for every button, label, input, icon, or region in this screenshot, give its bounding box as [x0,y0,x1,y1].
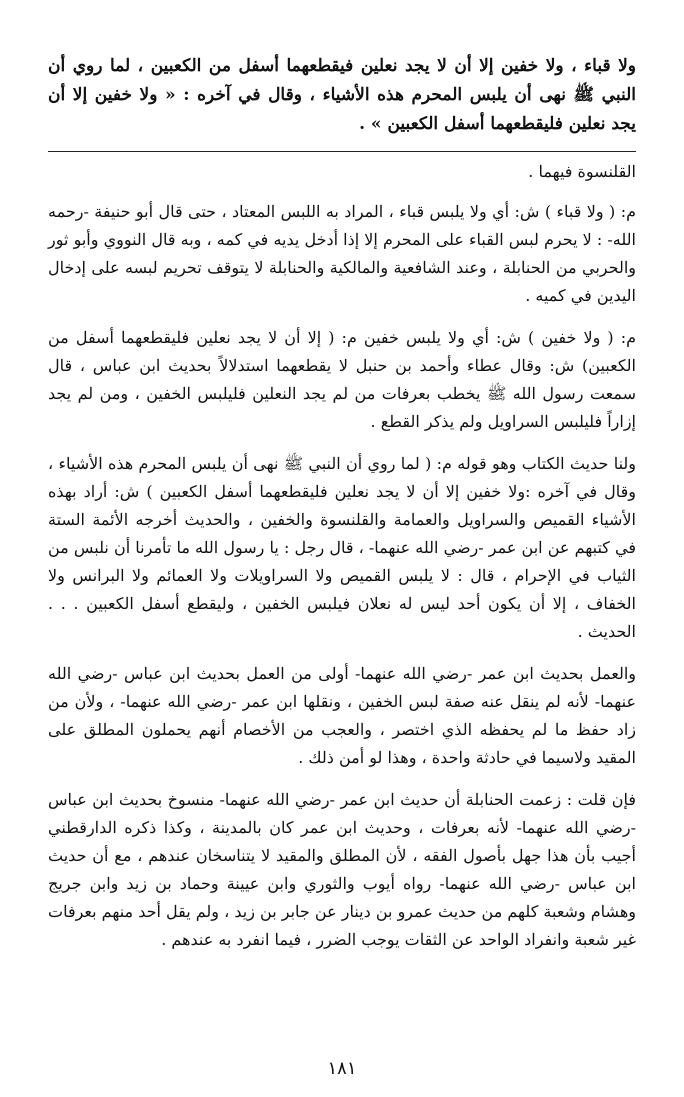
commentary-paragraph: فإن قلت : زعمت الحنابلة أن حديث ابن عمر -رضي الله عنهما- منسوخ بحديث ابن عباس -رضي الله عنهما- لأنه بعرفات ، وحديث ابن عمر كان بالمدينة ، وكذا ذكره الدارقطني أجيب بأن هذا جهل بأصول الفقه ، لأن المطلق والمقيد لا يتناسخان عندهم ، مع أن حديث ابن عباس -رضي الله عنهما- رواه أيوب والثوري وابن عيينة وحماد بن زيد وابن جريج وهشام وشعبة كلهم من حديث عمرو بن دينار عن جابر بن زيد ، ولم يقل أحد منهم بعرفات غير شعبة وانفراد الواحد عن الثقات يوجب الضرر ، فيما انفرد به عندهم . [48,790,636,949]
matn-text: ولا قباء ، ولا خفين إلا أن لا يجد نعلين فيقطعهما أسفل من الكعبين ، لما روي أن النبي ﷺ نهى أن يلبس المحرم هذه الأشياء ، وقال في آخره : « ولا خفين إلا أن يجد نعلين فليقطعهما أسفل الكعبين » . [48,56,636,134]
commentary-paragraph: م: ( ولا خفين ) ش: أي ولا يلبس خفين م: ( إلا أن لا يجد نعلين فليقطعهما أسفل من الكعبين) ش: وقال عطاء وأحمد بن حنبل لا يقطعهما استدلالاً بحديث ابن عباس ، قال سمعت رسول الله ﷺ يخطب بعرفات من لم يجد النعلين فليلبس الخفين ، ومن لم يجد إزاراً فليلبس السراويل ولم يذكر القطع . [48,328,636,431]
commentary-paragraph: م: ( ولا قباء ) ش: أي ولا يلبس قباء ، المراد به اللبس المعتاد ، حتى قال أبو حنيفة -رحمه الله- : لا يحرم لبس القباء على المحرم إلا إذا أدخل يديه في كمه ، وبه قال النووي وأبو ثور والحربي من الحنابلة ، وعند الشافعية والمالكية والحنابلة لا يتوقف تحريم لبسه على إدخال اليدين في كميه . [48,202,636,305]
commentary-paragraph: والعمل بحديث ابن عمر -رضي الله عنهما- أولى من العمل بحديث ابن عباس -رضي الله عنهما- لأنه لم ينقل عنه صفة لبس الخفين ، ونقلها ابن عمر -رضي الله عنهما- ، ولأن من زاد حفظ ما لم يحفظه الذي اختصر ، والعجب من الأخصام أنهم يحملون المطلق على المقيد ولاسيما في حادثة واحدة ، وهذا لو أمن ذلك . [48,664,637,767]
divider [48,151,636,152]
commentary [48,158,636,954]
page-number: ١٨١ [327,1058,357,1079]
commentary-paragraph: القلنسوة فيهما . [528,162,636,181]
commentary-paragraph: ولنا حديث الكتاب وهو قوله م: ( لما روي أن النبي ﷺ نهى أن يلبس المحرم هذه الأشياء ، وقال في آخره :ولا خفين إلا أن لا يجد نعلين فليقطعهما أسفل الكعبين ) ش: أراد بهذه الأشياء القميص والسراويل والعمامة والقلنسوة والخفين ، والحديث أخرجه الأئمة الستة في كتبهم عن ابن عمر -رضي الله عنهما- ، قال رجل : يا رسول الله ما تأمرنا أن نلبس من الثياب في الإحرام ، قال : لا يلبس القميص ولا السراويلات ولا العمائم ولا البرانس ولا الخفاف ، إلا أن يكون أحد ليس له نعلان فيلبس الخفين ، وليقطع أسفل الكعبين . . . الحديث . [48,454,637,641]
